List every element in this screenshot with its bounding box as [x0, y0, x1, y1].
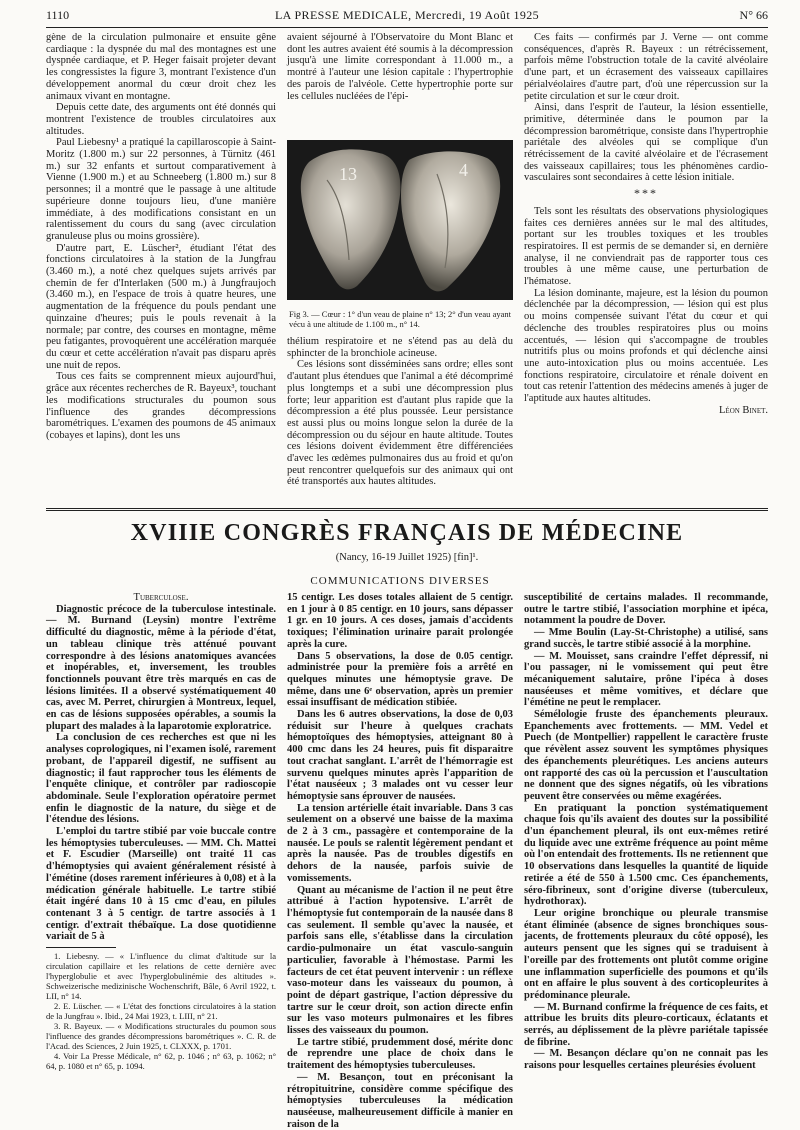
paragraph: susceptibilité de certains malades. Il recommande, outre le tartre stibié, l'association morphine et ipéca, notamment la poudre de Dover. [524, 592, 768, 627]
paragraph: Tels sont les résultats des observations physiologiques faites ces dernières années sur le mal des altitudes, portant sur les troubles toxiques et les troubles respiratoires. Il est permis de se demander si, en dernière analyse, il ne conviendrait pas de rapporter tous ces troubles à une même cause, une perturbation de l'hématose. [524, 205, 768, 288]
journal-title: LA PRESSE MEDICALE, Mercredi, 19 Août 1925 [274, 8, 540, 22]
footnote: 2. E. Lüscher. — « L'état des fonctions circulatoires à la station de la Jungfrau ». Ibid., 24 Mai 1923, t. LIII, n° 21. [46, 1001, 276, 1022]
paragraph: gène de la circulation pulmonaire et ensuite gêne cardiaque : la dyspnée du mal des montagnes est une dyspnée cardiaque, et P. Heger faisait projeter devant les congressistes la figure 3, montrant l'existence d'un développement anormal du cœur droit chez les animaux vivant en montagne. [46, 32, 276, 102]
lower-column-1 [46, 592, 276, 1071]
paragraph: Tous ces faits se comprennent mieux aujourd'hui, grâce aux récentes recherches de R. Bayeux³, touchant les modifications structurales du poumon sous l'influence des grandes décompressions barométriques. L'examen des poumons de 45 animaux (cobayes et lapins), dont les uns [46, 371, 276, 441]
paragraph: Paul Liebesny¹ a pratiqué la capillaroscopie à Saint-Moritz (1.800 m.) sur 22 personnes, à Türnitz (461 m.) sur 32 enfants et surtout comparativement à Vienne (1.900 m.) et au Schneeberg (1.800 m.) sur 8 personnes; il a montré que le passage à une altitude supérieure donne toujours lieu, d'une manière immédiate, à des modifications consistant en un ralentissement du cours du sang (avec circulation granuleuse plus ou moins grossière). [46, 137, 276, 242]
paragraph: Depuis cette date, des arguments ont été donnés qui montrent l'existence de troubles circulatoires aux altitudes. [46, 102, 276, 137]
paragraph: Sémélologie fruste des épanchements pleuraux. Epanchements avec frottements. — MM. Vedel et Puech (de Montpellier) rappellent le caractère fruste que révèlent assez souvent les symptômes physiques des épanchements pleurétiques. Les anciens auteurs ont rapporté des cas où la percussion et l'auscultation ne donnent que des signes négatifs, où les vibrations peuvent être conservées ou même exagérées. [524, 709, 768, 802]
paragraph: Dans les 6 autres observations, la dose de 0,03 réduisit sur l'heure à quelques crachats hémoptoïques des hémoptysies, atteignant 80 à 400 cmc dans les 24 heures, puis fit disparaitre tout crachat sanglant. L'arrêt de l'hémorragie est survenu quelques minutes après l'apparition de l'état nauséeux ; 3 malades ont vu cesser leur hémoptysie sans éprouver de nausées. [287, 709, 513, 802]
paragraph: Ces faits — confirmés par J. Verne — ont comme conséquences, d'après R. Bayeux : un rétrécissement, parfois même l'obstruction totale de la cavité alvéolaire d'une part, et un écrasement des vaisseaux capillaires périalvéolaires d'autre part, d'où une répercussion sur la petite circulation et sur le cœur droit. [524, 32, 768, 102]
upper-column-1 [46, 32, 276, 442]
paragraph: En pratiquant la ponction systématiquement chaque fois qu'ils avaient des doutes sur la possibilité d'un épanchement pleural, ils ont eux-mêmes retiré du liquide avec une extrême fréquence au point même où l'on entendait des frottements. Ils ne retiennent que 10 observations dans lesquelles la quantité de liquide retirée a été de 550 à 1.500 cmc. Ces épanchements, séro-fibrineux, sont d'origine diverse (tuberculeux, hydrothorax). [524, 802, 768, 908]
section-heading: COMMUNICATIONS DIVERSES [310, 575, 490, 587]
paragraph: Ces lésions sont disséminées sans ordre; elles sont d'autant plus étendues que l'animal a été décomprimé plus longtemps et a subi une décompression plus forte; leur apparition est d'autant plus rapide que la décompression a été plus poussée. Leur persistance est aussi plus ou moins longue selon la durée de la décompression ou du séjour en haute altitude. Toutes ces lésions doivent évidemment être différenciées d'avec les œdèmes pulmonaires dus au froid et qu'on peut rencontrer quelquefois sur des animaux qui ont été transportés aux hautes altitudes. [287, 359, 513, 488]
upper-column-2-top [287, 32, 513, 102]
footnote-rule [46, 947, 116, 948]
running-header [46, 8, 768, 24]
figure-label-left: 13 [339, 164, 357, 184]
paragraph: L'emploi du tartre stibié par voie buccale contre les hémoptysies tuberculeuses. — MM. Ch. Mattei et F. Escudier (Marseille) ont traité 11 cas d'hémoptysies qui avaient généralement résisté à l'émétine (doses rarement inférieures à 0,08) et à la médication générale habituelle. Le tartre stibié était ingéré dans 10 à 15 cmc d'eau, en pilules contenant 3 à 5 centigr. de tartre associés à 1 centigr. d'extrait thébaïque. La dose quotidienne variait de 5 à [46, 826, 276, 943]
paragraph: Leur origine bronchique ou pleurale transmise étant éliminée (absence de signes bronchiques sous-jacents, de frottements pleuraux du côté opposé), les auteurs pensent que les signes qui se traduisent à l'oreille par des frottements ont plutôt comme origine une inflammation superficielle des poumons et qu'ils ont en affaire le plus souvent à des corticopleurites à prédominance pleurale. [524, 907, 768, 1001]
footnotes [46, 951, 276, 1071]
paragraph: 15 centigr. Les doses totales allaient de 5 centigr. en 1 jour à 0 85 centigr. en 10 jours, sans dépasser 1 gr. en 10 jours. A ces doses, jamais d'accidents toxiques; l'élimination urinaire parait prolongée après la cure. [287, 592, 513, 650]
issue-number: N° 66 [739, 8, 768, 22]
paragraph: — M. Besançon déclare qu'on ne connait pas les raisons pour lesquelles certaines pleurésies évoluent [524, 1048, 768, 1072]
subsection-heading: Tuberculose. [133, 592, 189, 603]
hearts-photo [287, 140, 513, 300]
footnote: 1. Liebesny. — « L'influence du climat d'altitude sur la circulation capillaire et les relations de cette dernière avec l'hyperglobulie et avec l'hyperglobulinémie des altitudes ». Schweizerische medizinische Wochenschrift, Bâle, 6 Avril 1922, t. LII, n° 14. [46, 951, 276, 1002]
section-divider [46, 508, 768, 511]
paragraph: — Mme Boulin (Lay-St-Christophe) a utilisé, sans grand succès, le tartre stibié associé à la morphine. [524, 627, 768, 650]
paragraph: Dans 5 observations, la dose de 0.05 centigr. administrée pour la première fois a arrêté en quelques minutes une hémoptysie grave. De même, dans une 6ᵉ observation, après un premier essai insuffisant de médication stibiée. [287, 650, 513, 709]
lower-column-2 [287, 592, 513, 1130]
paragraph: Ainsi, dans l'esprit de l'auteur, la lésion essentielle, primitive, déterminée dans le poumon par la décompression barométrique, consiste dans l'hypertrophie pariétale des alvéoles qui se complique d'un rétrécissement de la cavité alvéolaire et de l'écrasement des vaisseaux capillaires; tous les phénomènes cardio-vasculaires sont secondaires à cette lésion initiale. [524, 102, 768, 184]
footnote: 4. Voir La Presse Médicale, n° 62, p. 1046 ; n° 63, p. 1062; n° 64, p. 1080 et n° 65, p. 1094. [46, 1051, 276, 1072]
paragraph: Diagnostic précoce de la tuberculose intestinale. — M. Burnand (Leysin) montre l'extrême difficulté du diagnostic, même à la période d'état, un tableau clinique très atténué pouvant correspondre à des lésions anatomiques avancées et inopérables, et, inversement, les troubles fonctionnels pouvant être très marqués en cas de lésions limitées. Il a observé systématiquement 40 cas, avec M. Perret, chirurgien à Montreux, lequel, en cas de lésions supposées opérables, a soumis la plupart des malades à la laparotomie exploratrice. [46, 603, 276, 732]
paragraph: La tension artérielle était invariable. Dans 3 cas seulement on a observé une baisse de la maxima de 2 à 3 cm., passagère et contemporaine de la nausée. Le pouls se ralentit légèrement pendant et après la nausée. Pas de troubles digestifs en dehors de la nausée, parfois suivie de vomissements. [287, 802, 513, 884]
section-stars: *** [634, 186, 658, 201]
congress-subtitle: (Nancy, 16-19 Juillet 1925) [fin]¹. [335, 552, 479, 563]
congress-title: XVIIIE CONGRÈS FRANÇAIS DE MÉDECINE [130, 520, 684, 546]
upper-column-3 [524, 32, 768, 417]
paragraph: avaient séjourné à l'Observatoire du Mont Blanc et dont les autres avaient été soumis à la décompression jusqu'à une limite correspondant à 11.000 m., a montré à l'auteur une lésion capitale : l'hypertrophie des parois de l'alvéole. Cette hypertrophie porte sur les cellules nucléées de l'épi- [287, 32, 513, 102]
figure-3-hearts [287, 140, 513, 300]
paragraph: La conclusion de ces recherches est que ni les analyses coprologiques, ni l'examen isolé, rarement probant, de l'appareil digestif, ne suffisent au diagnostic; il faut rapprocher tous les éléments de l'enquête clinique, et contrôler par radioscopie abdominale. Seule l'exploration opératoire permet enfin le diagnostic de la nature, du siège et de l'étendue des lésions. [46, 732, 276, 826]
lower-column-3 [524, 592, 768, 1072]
paragraph: — M. Mouisset, sans craindre l'effet dépressif, ni l'ou passager, ni le vomissement qui peut être mécaniquement salutaire, prône l'ipéca à doses nauséeuses et même vomitives, et déclare que l'émétine ne peut le remplacer. [524, 650, 768, 709]
paragraph: thélium respiratoire et ne s'étend pas au delà du sphincter de la bronchiole acineuse. [287, 336, 513, 359]
paragraph: — M. Besançon, tout en préconisant la rétropituitrine, considère comme spécifique des hémoptysies tuberculeuses la médication nauséeuse, malheureusement difficile à manier en raison de la [287, 1071, 513, 1130]
figure-caption: Fig 3. — Cœur : 1° d'un veau de plaine n° 13; 2° d'un veau ayant vécu à une altitude de 1.100 m., n° 14. [289, 309, 511, 329]
header-rule [46, 27, 768, 28]
paragraph: Le tartre stibié, prudemment dosé, mérite donc de reprendre une place de choix dans le traitement des hémoptysies tuberculeuses. [287, 1036, 513, 1072]
upper-column-2-bottom [287, 336, 513, 488]
signature: Léon Binet. [719, 404, 768, 416]
page-number: 1110 [46, 8, 70, 22]
paragraph: La lésion dominante, majeure, est la lésion du poumon déclenchée par la décompression, — lésion qui est plus ou moins compensée suivant l'état du cœur et qui déclenche des troubles respiratoires plus ou moins accentués, — lésion qui s'accompagne de troubles nutritifs plus ou moins profonds et qui déclenche ainsi une auto-intoxication plus ou moins accentuée. Les fonctions respiratoire, circulatoire et rénale doivent en tout cas retenir l'attention des médecins amenés à juger de l'aptitude aux hautes altitudes. [524, 287, 768, 405]
paragraph: — M. Burnand confirme la fréquence de ces faits, et attribue les bruits dits pleuro-corticaux, éclatants et serrés, au déplissement de la plèvre pariétale tapissée de fibrine. [524, 1001, 768, 1048]
figure-label-right: 4 [459, 160, 468, 180]
footnote: 3. R. Bayeux. — « Modifications structurales du poumon sous l'influence des grandes décompressions barométriques ». C. R. de l'Acad. des Sciences, 2 Juin 1925, t. CLXXX, p. 1701. [46, 1021, 276, 1052]
paragraph: D'autre part, E. Lüscher², étudiant l'état des fonctions circulatoires à la station de la Jungfrau (3.460 m.), a noté chez quelques sujets arrivés par chemin de fer d'Interlaken (500 m.) à Jungfraujoch (3.460 m.), en l'espace de trois à quatre heures, une augmentation de la fréquence du pouls pendant une quinzaine d'heures; puis le pouls revenait à la normale; par contre, des courses en montagne, même peu fatigantes, provoquèrent une accélération marquée du cœur et cette accélération n'avait pas disparu après une nuit de repos. [46, 242, 276, 371]
paragraph: Quant au mécanisme de l'action il ne peut être attribué à l'action hypotensive. L'arrêt de l'hémoptysie fut contemporain de la nausée dans 8 cas seulement. Il semble qu'avec la nausée, et parfois sans elle, s'établisse dans la circulation cardio-pulmonaire un état vasculo-sanguin particulier, favorable à l'hémostase. Parmi les facteurs de cet état peuvent intervenir : un réflexe vaso-moteur dans les vaisseaux du poumon, à point de départ gastrique, l'action dépressive du tartre sur le cœur droit, son action directe enfin sur les vaso moteurs pulmonaires et les fibres lisses des vaisseaux du poumon. [287, 884, 513, 1037]
